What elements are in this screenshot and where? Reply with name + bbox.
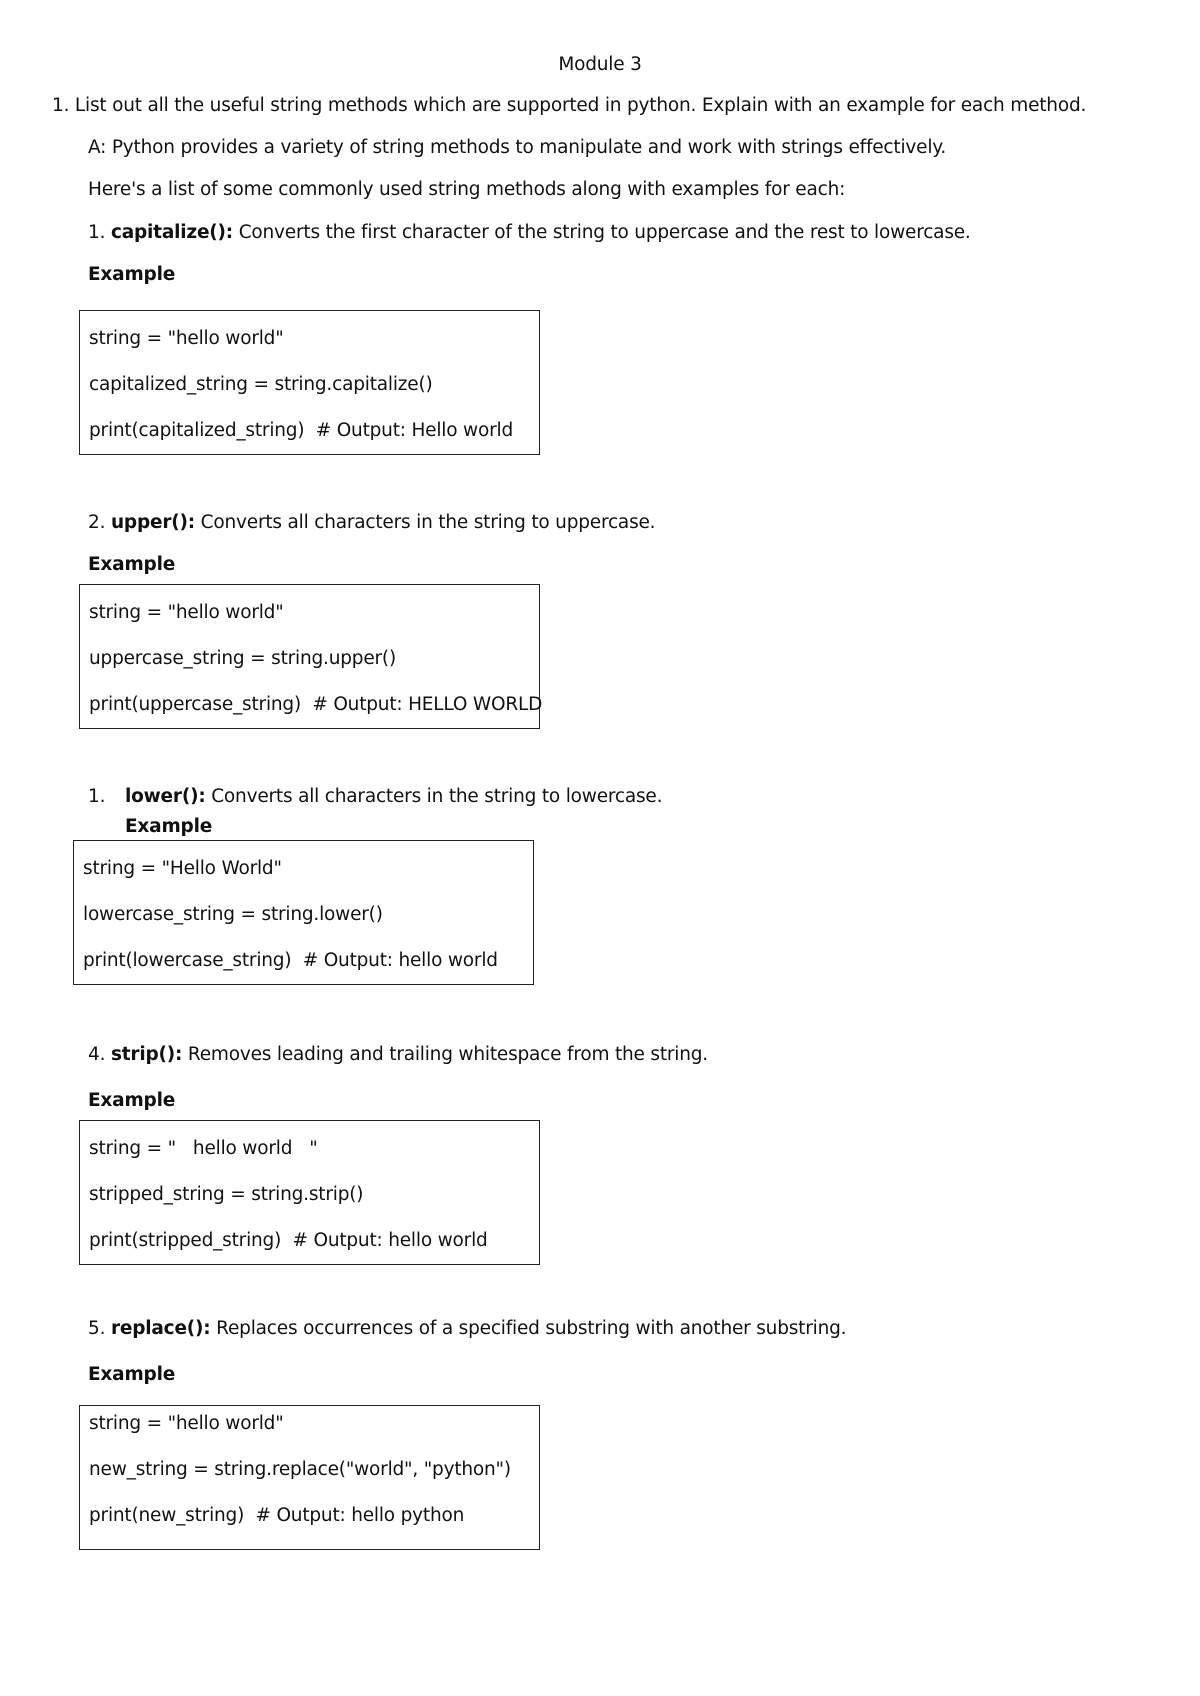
example-label: Example bbox=[125, 816, 213, 837]
code-line: new_string = string.replace("world", "python") bbox=[89, 1459, 511, 1480]
code-box-capitalize bbox=[79, 310, 540, 455]
method-name: capitalize(): bbox=[110, 222, 234, 243]
code-box-upper bbox=[79, 584, 543, 729]
method-heading-replace bbox=[88, 1317, 846, 1341]
code-box-lower bbox=[73, 840, 534, 985]
example-label: Example bbox=[88, 1364, 176, 1385]
example-label: Example bbox=[88, 1090, 176, 1111]
code-line: string = "hello world" bbox=[89, 328, 284, 349]
page-title: Module 3 bbox=[558, 54, 642, 75]
code-line: print(new_string) # Output: hello python bbox=[89, 1505, 465, 1526]
example-label: Example bbox=[88, 554, 176, 575]
method-heading-lower bbox=[88, 785, 105, 809]
code-line: string = "hello world" bbox=[89, 602, 284, 623]
method-heading-capitalize bbox=[88, 221, 971, 245]
code-line: string = " hello world " bbox=[89, 1138, 318, 1159]
code-box-replace bbox=[79, 1405, 540, 1550]
method-number: 5. bbox=[88, 1318, 111, 1339]
question-text: 1. List out all the useful string methods which are supported in python. Explain with an example for each method. bbox=[52, 95, 1087, 116]
method-description: Converts all characters in the string to uppercase. bbox=[194, 512, 656, 533]
example-label: Example bbox=[88, 264, 176, 285]
method-number: 2. bbox=[88, 512, 111, 533]
method-description: Removes leading and trailing whitespace from the string. bbox=[182, 1044, 708, 1065]
code-box-strip bbox=[79, 1120, 540, 1265]
method-name: replace(): bbox=[110, 1318, 211, 1339]
code-line: capitalized_string = string.capitalize() bbox=[89, 374, 433, 395]
method-description: Converts the first character of the string to uppercase and the rest to lowercase. bbox=[233, 222, 971, 243]
method-name: strip(): bbox=[110, 1044, 183, 1065]
code-line: string = "hello world" bbox=[89, 1413, 284, 1434]
code-line: lowercase_string = string.lower() bbox=[83, 904, 383, 925]
method-number: 1. bbox=[88, 786, 106, 807]
method-heading-upper bbox=[88, 511, 655, 535]
answer-intro: A: Python provides a variety of string methods to manipulate and work with strings effectively. bbox=[88, 137, 947, 158]
code-line: print(stripped_string) # Output: hello world bbox=[89, 1230, 488, 1251]
method-heading-lower-text bbox=[125, 785, 662, 809]
method-number: 1. bbox=[88, 222, 111, 243]
code-line: stripped_string = string.strip() bbox=[89, 1184, 364, 1205]
code-line: print(capitalized_string) # Output: Hello world bbox=[89, 420, 513, 441]
list-intro: Here's a list of some commonly used string methods along with examples for each: bbox=[88, 179, 846, 200]
method-name: upper(): bbox=[110, 512, 195, 533]
code-line: print(lowercase_string) # Output: hello world bbox=[83, 950, 498, 971]
method-number: 4. bbox=[88, 1044, 111, 1065]
method-description: Converts all characters in the string to lowercase. bbox=[205, 786, 663, 807]
code-line: string = "Hello World" bbox=[83, 858, 282, 879]
method-name: lower(): bbox=[125, 786, 206, 807]
method-description: Replaces occurrences of a specified substring with another substring. bbox=[210, 1318, 847, 1339]
code-line: print(uppercase_string) # Output: HELLO WORLD bbox=[89, 694, 543, 715]
method-heading-strip bbox=[88, 1043, 708, 1067]
code-line: uppercase_string = string.upper() bbox=[89, 648, 396, 669]
